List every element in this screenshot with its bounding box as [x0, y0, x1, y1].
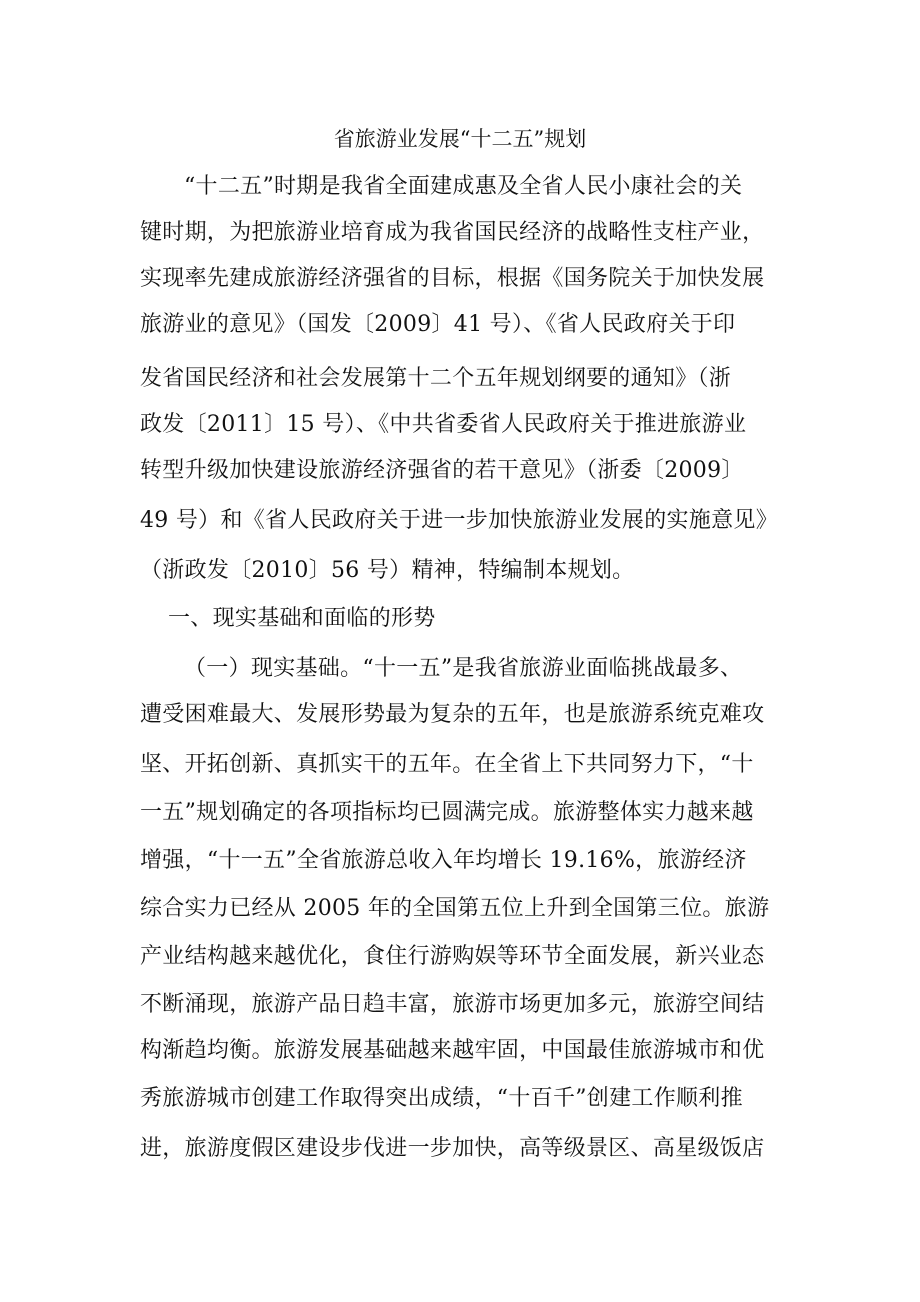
section-heading: 一、现实基础和面临的形势: [168, 606, 436, 631]
paragraph-line: “十二五”时期是我省全面建成惠及全省人民小康社会的关: [184, 174, 743, 199]
paragraph-line: （一）现实基础。“十一五”是我省旅游业面临挑战最多、: [184, 656, 743, 681]
paragraph-line: 不断涌现，旅游产品日趋丰富，旅游市场更加多元，旅游空间结: [140, 992, 765, 1017]
paragraph-line: （浙政发〔2010〕56 号）精神，特编制本规划。: [140, 558, 635, 583]
paragraph-line: 综合实力已经从 2005 年的全国第五位上升到全国第三位。旅游: [140, 896, 770, 921]
paragraph-line: 增强，“十一五”全省旅游总收入年均增长 19.16%，旅游经济: [140, 848, 747, 873]
paragraph-line: 49 号）和《省人民政府关于进一步加快旅游业发展的实施意见》: [140, 508, 778, 533]
paragraph-line: 坚、开拓创新、真抓实干的五年。在全省上下共同努力下，“十: [140, 752, 754, 777]
paragraph-line: 一五”规划确定的各项指标均已圆满完成。旅游整体实力越来越: [140, 800, 754, 825]
paragraph-line: 构渐趋均衡。旅游发展基础越来越牢固，中国最佳旅游城市和优: [140, 1038, 765, 1063]
paragraph-line: 产业结构越来越优化，食住行游购娱等环节全面发展，新兴业态: [140, 944, 765, 969]
document-title: 省旅游业发展“十二五”规划: [333, 127, 587, 151]
paragraph-line: 进，旅游度假区建设步伐进一步加快，高等级景区、高星级饭店: [140, 1136, 765, 1161]
paragraph-line: 政发〔2011〕15 号）、《中共省委省人民政府关于推进旅游业: [140, 412, 747, 437]
paragraph-line: 旅游业的意见》（国发〔2009〕41 号）、《省人民政府关于印: [140, 312, 736, 337]
paragraph-line: 转型升级加快建设旅游经济强省的若干意见》（浙委〔2009〕: [140, 458, 744, 483]
paragraph-line: 实现率先建成旅游经济强省的目标，根据《国务院关于加快发展: [140, 266, 765, 291]
paragraph-line: 发省国民经济和社会发展第十二个五年规划纲要的通知》（浙: [140, 366, 732, 391]
paragraph-line: 遭受困难最大、发展形势最为复杂的五年，也是旅游系统克难攻: [140, 702, 765, 727]
paragraph-line: 秀旅游城市创建工作取得突出成绩，“十百千”创建工作顺利推: [140, 1086, 743, 1111]
paragraph-line: 键时期，为把旅游业培育成为我省国民经济的战略性支柱产业，: [140, 220, 765, 245]
